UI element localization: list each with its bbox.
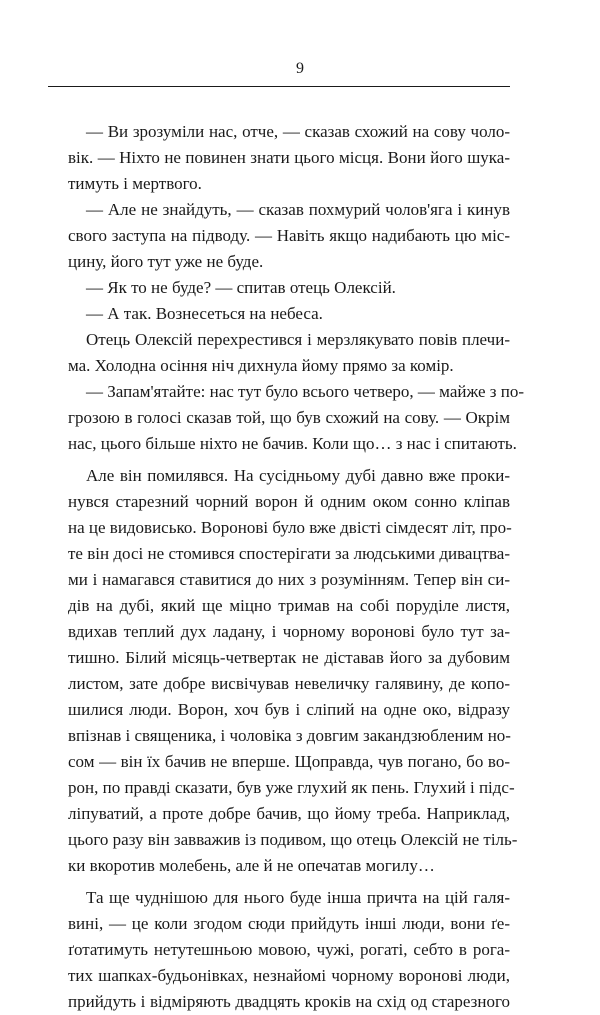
text-line: — Ви зрозуміли нас, отче, — сказав схожий на сову чоло- <box>86 122 510 141</box>
text-line: Але він помилявся. На сусідньому дубі давно вже проки- <box>86 466 510 485</box>
text-line: Та ще чуднішою для нього буде інша причта на цій галя- <box>86 888 510 907</box>
text-line: Отець Олексій перехрестився і мерзлякувато повів плечи- <box>86 330 510 349</box>
text-line: — Але не знайдуть, — сказав похмурий чолов'яга і кинув <box>86 200 510 219</box>
text-line: грозою в голосі сказав той, що був схожий на сову. — Окрім <box>68 408 510 427</box>
text-line: цину, його тут уже не буде. <box>68 252 264 271</box>
header-rule <box>48 86 510 87</box>
text-line: ліпуватий, а проте добре бачив, що йому треба. Наприклад, <box>68 804 510 823</box>
text-line: ґотатимуть нетутешньою мовою, чужі, рогаті, себто в рога- <box>68 940 510 959</box>
text-line: рон, по правді сказати, був уже глухий як пень. Глухий і підс- <box>68 778 515 797</box>
text-line: цього разу він завважив із подивом, що отець Олексій не тіль- <box>68 830 518 849</box>
text-line: нувся старезний чорний ворон й одним оком сонно кліпав <box>68 492 510 511</box>
text-line: сом — він їх бачив не вперше. Щоправда, чув погано, бо во- <box>68 752 510 771</box>
text-line: вині, — це коли згодом сюди прийдуть інші люди, вони ґе- <box>68 914 510 933</box>
text-line: ми і намагався ставитися до них з розумінням. Тепер він си- <box>68 570 510 589</box>
text-line: — Як то не буде? — спитав отець Олексій. <box>86 278 396 297</box>
text-line: тишно. Білий місяць-четвертак не діставав його за дубовим <box>68 648 510 667</box>
text-line: — Запам'ятайте: нас тут було всього четверо, — майже з по- <box>86 382 525 401</box>
body-text <box>68 119 525 1015</box>
text-line: тимуть і мертвого. <box>68 174 202 193</box>
text-line: впізнав і священика, і чоловіка з довгим закандзюбленим но- <box>68 726 511 745</box>
text-line: ма. Холодна осіння ніч дихнула йому прямо за комір. <box>68 356 454 375</box>
text-line: дів на дубі, який ще міцно тримав на собі поруділе листя, <box>68 596 510 615</box>
text-line: свого заступа на підводу. — Навіть якщо надибають цю міс- <box>68 226 510 245</box>
text-line: на це видовисько. Воронові було вже двісті сімдесят літ, про- <box>68 518 512 537</box>
text-line: прийдуть і відміряють двадцять кроків на схід од старезного <box>68 992 510 1011</box>
text-line: вік. — Ніхто не повинен знати цього місця. Вони його шука- <box>68 148 510 167</box>
text-line: тих шапках-будьонівках, незнайомі чорному воронові люди, <box>68 966 510 985</box>
text-line: листом, зате добре висвічував невеличку галявину, де копо- <box>68 674 510 693</box>
text-line: шилися люди. Ворон, хоч був і сліпий на одне око, відразу <box>68 700 510 719</box>
text-line: нас, цього більше ніхто не бачив. Коли що… з нас і спитають. <box>68 434 517 453</box>
page-number: 9 <box>296 60 304 77</box>
text-line: ки вкоротив молебень, але й не опечатав могилу… <box>68 856 435 875</box>
text-line: вдихав теплий дух ладану, і чорному воронові було тут за- <box>68 622 510 641</box>
text-line: — А так. Вознесеться на небеса. <box>86 304 323 323</box>
text-line: те він досі не стомився спостерігати за людськими дивацтва- <box>68 544 510 563</box>
